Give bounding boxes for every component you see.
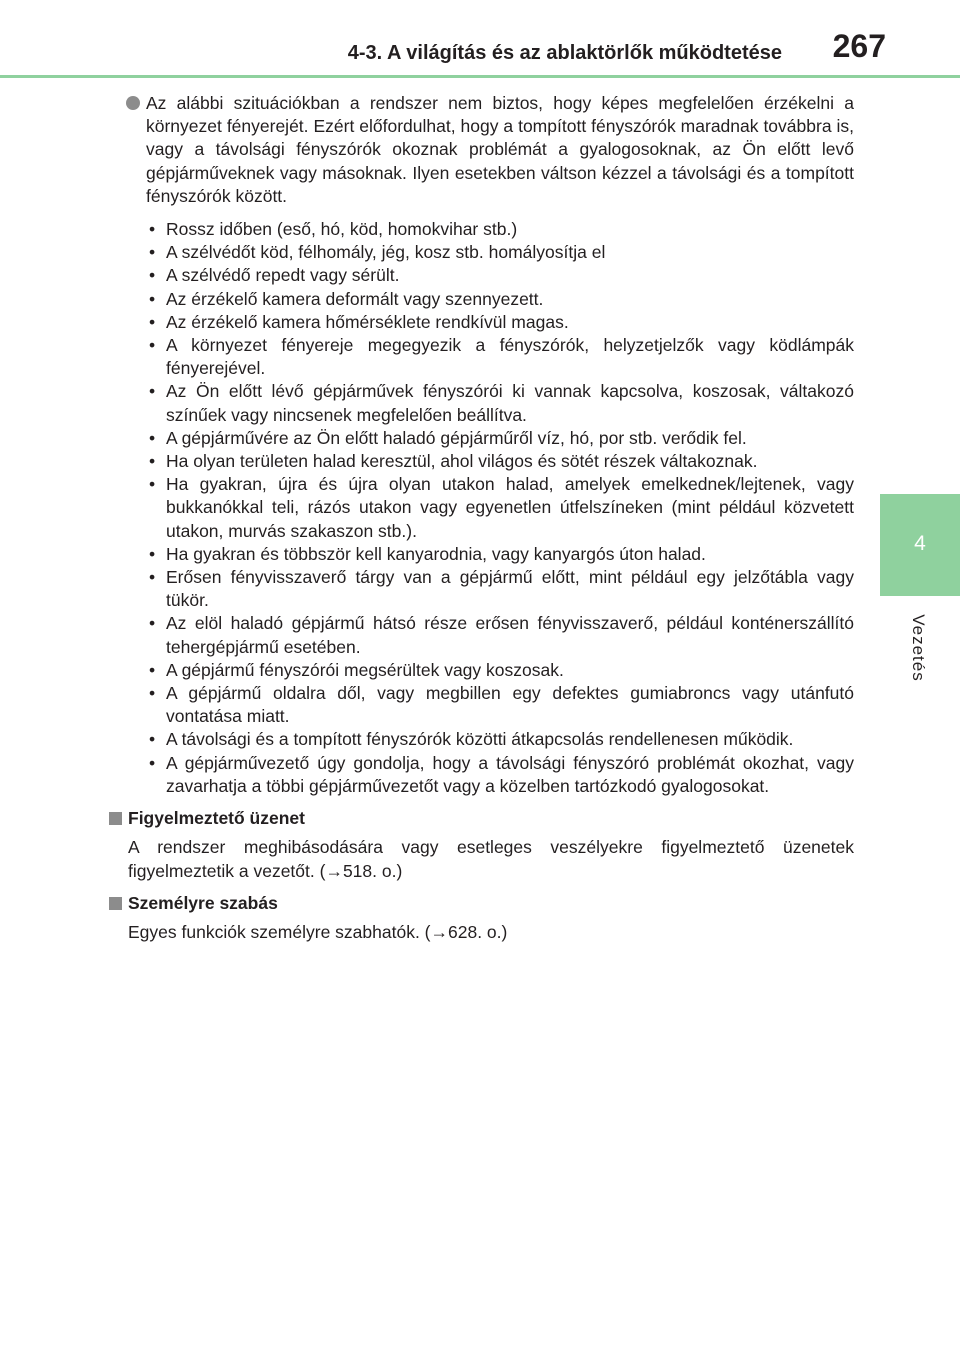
bullet-icon: • xyxy=(149,729,156,750)
bullet-icon: • xyxy=(149,659,156,680)
bullet-icon: • xyxy=(149,613,156,634)
section-heading xyxy=(120,807,854,830)
section-body: A rendszer meghibásodására vagy esetleges veszélyekre figyelmeztető üzenetek figyelmeztetik a vezetőt. (→518. o.) xyxy=(128,837,854,881)
list-item xyxy=(146,682,854,728)
bullet-icon: • xyxy=(149,427,156,448)
list-item-text: Az elöl haladó gépjármű hátsó része erősen fényvisszaverő, például konténerszállító tehergépjármű esetében. xyxy=(166,613,854,657)
list-item-text: A szélvédő repedt vagy sérült. xyxy=(166,265,400,286)
list-item xyxy=(146,427,854,450)
condition-list xyxy=(146,218,854,798)
section-heading-text: Figyelmeztető üzenet xyxy=(128,808,305,829)
list-item-text: Erősen fényvisszaverő tárgy van a gépjármű előtt, mint például egy jelzőtábla vagy tükör. xyxy=(166,567,854,611)
chapter-label xyxy=(898,608,938,688)
main-content xyxy=(120,92,854,944)
bullet-icon: • xyxy=(149,311,156,332)
section-title: 4-3. A világítás és az ablaktörlők működtetése xyxy=(347,42,782,64)
list-item xyxy=(146,380,854,426)
bullet-icon: • xyxy=(149,451,156,472)
header-divider xyxy=(0,75,960,78)
bullet-icon: • xyxy=(149,474,156,495)
list-item-text: Az érzékelő kamera hőmérséklete rendkívül magas. xyxy=(166,311,569,332)
list-item-text: A gépjárművére az Ön előtt haladó gépjárműről víz, hó, por stb. verődik fel. xyxy=(166,427,747,448)
list-item xyxy=(146,612,854,658)
bullet-icon: • xyxy=(149,752,156,773)
section-body: Egyes funkciók személyre szabhatók. (→628. o.) xyxy=(128,921,508,942)
bullet-icon: • xyxy=(149,265,156,286)
page-header xyxy=(0,0,960,78)
list-item-text: Az Ön előtt lévő gépjárművek fényszórói ki vannak kapcsolva, koszosak, váltakozó színűek vagy nincsenek megfelelően beállítva. xyxy=(166,381,854,425)
bullet-icon: • xyxy=(149,288,156,309)
list-item-text: Ha gyakran és többször kell kanyarodnia, vagy kanyargós úton halad. xyxy=(166,543,706,564)
list-item xyxy=(146,241,854,264)
bullet-icon: • xyxy=(149,543,156,564)
list-item xyxy=(146,334,854,380)
chapter-label-text: Vezetés xyxy=(909,614,928,682)
intro-text: Az alábbi szituációkban a rendszer nem biztos, hogy képes megfelelően érzékelni a környezet fényerejét. Ezért előfordulhat, hogy a tompított fényszórók maradnak továbbra is, vagy a távolsági fényszórók okoznak problémát a gyalogosoknak, az Ön előtt levő gépjárműveknek vagy másoknak. Ilyen esetekben váltson kézzel a távolsági és a tompított fényszórók között. xyxy=(146,93,854,206)
intro-paragraph xyxy=(120,92,854,208)
list-item-text: A távolsági és a tompított fényszórók közötti átkapcsolás rendellenesen működik. xyxy=(166,729,794,750)
list-item-text: Rossz időben (eső, hó, köd, homokvihar stb.) xyxy=(166,219,518,240)
list-item-text: A gépjárművezető úgy gondolja, hogy a távolsági fényszóró problémát okozhat, vagy zavarhatja a többi gépjárművezetőt vagy a közelben tartózkodó gyalogosokat. xyxy=(166,752,854,796)
list-item xyxy=(146,473,854,543)
bullet-icon: • xyxy=(149,335,156,356)
section-heading xyxy=(120,892,854,915)
circle-bullet-icon xyxy=(126,96,140,110)
list-item xyxy=(146,659,854,682)
chapter-number: 4 xyxy=(914,532,926,555)
list-item xyxy=(146,218,854,241)
list-item xyxy=(146,566,854,612)
list-item-text: A szélvédőt köd, félhomály, jég, kosz stb. homályosítja el xyxy=(166,242,606,263)
info-section xyxy=(120,892,854,944)
bullet-icon: • xyxy=(149,219,156,240)
list-item xyxy=(146,311,854,334)
chapter-tab[interactable] xyxy=(880,494,960,596)
list-item xyxy=(146,288,854,311)
bullet-icon: • xyxy=(149,567,156,588)
bullet-icon: • xyxy=(149,381,156,402)
list-item xyxy=(146,264,854,287)
page-number: 267 xyxy=(832,28,886,64)
list-item-text: Ha gyakran, újra és újra olyan utakon halad, amelyek emelkednek/lejtenek, vagy bukkanókkal teli, rázós utakon vagy egyenetlen útfelszíneken (mint például közvetett utakon, murvás szakaszon stb.). xyxy=(166,474,854,541)
info-section xyxy=(120,807,854,883)
list-item-text: A gépjármű fényszórói megsérültek vagy koszosak. xyxy=(166,659,564,680)
list-item xyxy=(146,450,854,473)
section-heading-text: Személyre szabás xyxy=(128,892,278,913)
list-item xyxy=(146,728,854,751)
list-item-text: A gépjármű oldalra dől, vagy megbillen egy defektes gumiabroncs vagy utánfutó vontatása miatt. xyxy=(166,683,854,727)
square-bullet-icon xyxy=(109,897,122,910)
list-item xyxy=(146,543,854,566)
list-item-text: Az érzékelő kamera deformált vagy szennyezett. xyxy=(166,288,544,309)
bullet-icon: • xyxy=(149,242,156,263)
sections xyxy=(120,807,854,944)
bullet-icon: • xyxy=(149,683,156,704)
list-item-text: A környezet fényereje megegyezik a fényszórók, helyzetjelzők vagy ködlámpák fényerejével. xyxy=(166,335,854,379)
list-item-text: Ha olyan területen halad keresztül, ahol világos és sötét részek váltakoznak. xyxy=(166,451,758,472)
square-bullet-icon xyxy=(109,812,122,825)
list-item xyxy=(146,752,854,798)
